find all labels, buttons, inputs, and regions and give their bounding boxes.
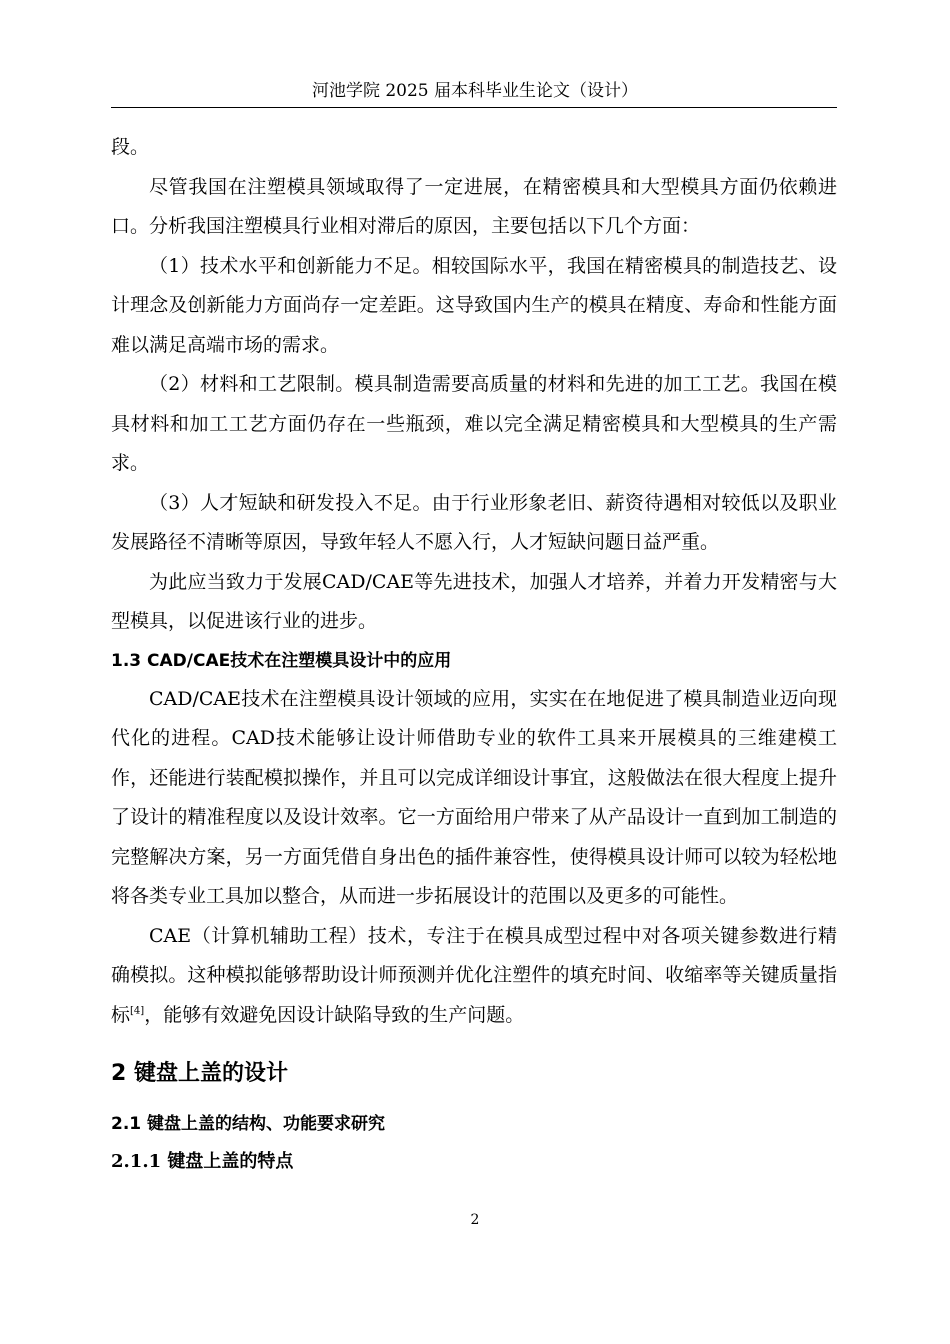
paragraph-point-2: （2）材料和工艺限制。模具制造需要高质量的材料和先进的加工工艺。我国在模具材料和加工工艺方面仍存在一些瓶颈，难以完全满足精密模具和大型模具的生产需求。 bbox=[111, 373, 837, 474]
subsection-heading-2-1-1: 2.1.1 键盘上盖的特点 bbox=[111, 1151, 294, 1172]
paragraph-conclusion: 为此应当致力于发展CAD/CAE等先进技术，加强人才培养，并着力开发精密与大型模具，以促进该行业的进步。 bbox=[111, 570, 837, 632]
paragraph-point-3: （3）人才短缺和研发投入不足。由于行业形象老旧、薪资待遇相对较低以及职业发展路径不清晰等原因，导致年轻人不愿入行，人才短缺问题日益严重。 bbox=[111, 491, 837, 553]
page-body bbox=[111, 128, 837, 1181]
paragraph-cae bbox=[111, 917, 837, 1036]
paragraph-intro: 尽管我国在注塑模具领域取得了一定进展，在精密模具和大型模具方面仍依赖进口。分析我国注塑模具行业相对滞后的原因，主要包括以下几个方面： bbox=[111, 175, 837, 237]
paragraph-point-1: （1）技术水平和创新能力不足。相较国际水平，我国在精密模具的制造技艺、设计理念及创新能力方面尚存一定差距。这导致国内生产的模具在精度、寿命和性能方面难以满足高端市场的需求。 bbox=[111, 254, 837, 356]
section-heading-1-3: 1.3 CAD/CAE技术在注塑模具设计中的应用 bbox=[111, 650, 452, 671]
section-heading-2-1: 2.1 键盘上盖的结构、功能要求研究 bbox=[111, 1114, 386, 1134]
header-rule bbox=[111, 107, 837, 108]
chapter-heading-2: 2 键盘上盖的设计 bbox=[111, 1061, 288, 1086]
paragraph-cae-text: CAE（计算机辅助工程）技术，专注于在模具成型过程中对各项关键参数进行精确模拟。这种模拟能够帮助设计师预测并优化注塑件的填充时间、收缩率等关键质量指标 bbox=[111, 924, 837, 1026]
paragraph-cae-text-end: ，能够有效避免因设计缺陷导致的生产问题。 bbox=[144, 1003, 525, 1026]
paragraph-continuation: 段。 bbox=[111, 136, 150, 158]
running-header: 河池学院 2025 届本科毕业生论文（设计） bbox=[311, 81, 639, 101]
page-number: 2 bbox=[470, 1212, 480, 1228]
citation-reference[interactable]: [4] bbox=[130, 1005, 145, 1017]
paragraph-cad: CAD/CAE技术在注塑模具设计领域的应用，实实在在地促进了模具制造业迈向现代化的进程。CAD技术能够让设计师借助专业的软件工具来开展模具的三维建模工作，还能进行装配模拟操作，并且可以完成详细设计事宜，这般做法在很大程度上提升了设计的精准程度以及设计效率。它一方面给用户带来了从产品设计一直到加工制造的完整解决方案，另一方面凭借自身出色的插件兼容性，使得模具设计师可以较为轻松地将各类专业工具加以整合，从而进一步拓展设计的范围以及更多的可能性。 bbox=[111, 687, 837, 907]
